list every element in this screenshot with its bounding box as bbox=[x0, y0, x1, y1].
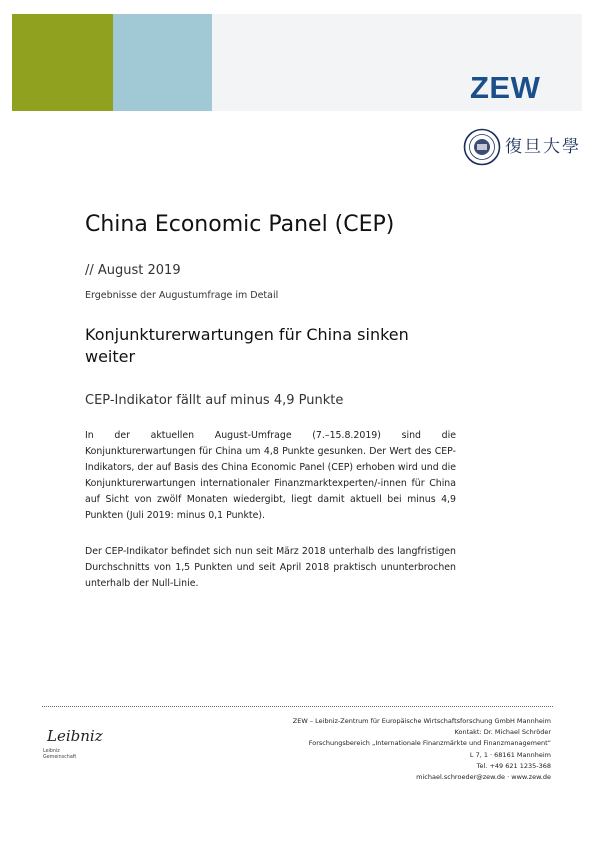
leibniz-subtitle bbox=[43, 749, 76, 760]
footer-phone: Tel. +49 621 1235-368 bbox=[476, 761, 551, 770]
footer-divider bbox=[42, 706, 553, 707]
survey-note: Ergebnisse der Augustumfrage im Detail bbox=[85, 290, 279, 301]
footer-address: L 7, 1 · 68161 Mannheim bbox=[469, 750, 551, 759]
article-headline: Konjunkturerwartungen für China sinken weiter bbox=[85, 325, 409, 366]
leibniz-sub-line: Gemeinschaft bbox=[43, 754, 77, 760]
article-subheadline: CEP-Indikator fällt auf minus 4,9 Punkte bbox=[85, 393, 344, 408]
footer-contact bbox=[293, 716, 551, 783]
footer-email-web[interactable]: michael.schroeder@zew.de · www.zew.de bbox=[416, 773, 551, 782]
zew-logo: ZEW bbox=[470, 70, 541, 105]
leibniz-logo: Leibniz bbox=[47, 727, 103, 745]
fudan-seal-icon bbox=[463, 128, 501, 166]
footer-research-area: Forschungsbereich „Internationale Finanzmärkte und Finanzmanagement“ bbox=[308, 739, 551, 748]
document-title: China Economic Panel (CEP) bbox=[85, 212, 395, 237]
body-paragraph: Der CEP-Indikator befindet sich nun seit März 2018 unterhalb des langfristigen Durchschnitts von 1,5 Punkten und seit April 2018 praktisch ununterbrochen unterhalb der Null-Linie. bbox=[85, 546, 456, 589]
green-color-block bbox=[12, 14, 113, 111]
issue-date: // August 2019 bbox=[85, 263, 181, 278]
body-paragraph: In der aktuellen August-Umfrage (7.–15.8.2019) sind die Konjunkturerwartungen für China um 4,8 Punkte gesunken. Der Wert des CEP-Indikators, der auf Basis des China Economic Panel (CEP) erhoben wird und die Konjunkturerwartungen internationaler Finanzmarktexperten/-innen für China auf Sicht von zwölf Monaten wiedergibt, liegt damit aktuell bei minus 4,9 Punkten (Juli 2019: minus 0,1 Punkte). bbox=[85, 430, 456, 521]
blue-color-block bbox=[113, 14, 212, 111]
footer-contact-person: Kontakt: Dr. Michael Schröder bbox=[454, 728, 551, 737]
leibniz-sub-line: Leibniz bbox=[43, 749, 60, 754]
footer-institution: ZEW – Leibniz-Zentrum für Europäische Wirtschaftsforschung GmbH Mannheim bbox=[292, 717, 551, 725]
fudan-logo-text: 復旦大學 bbox=[505, 137, 581, 157]
